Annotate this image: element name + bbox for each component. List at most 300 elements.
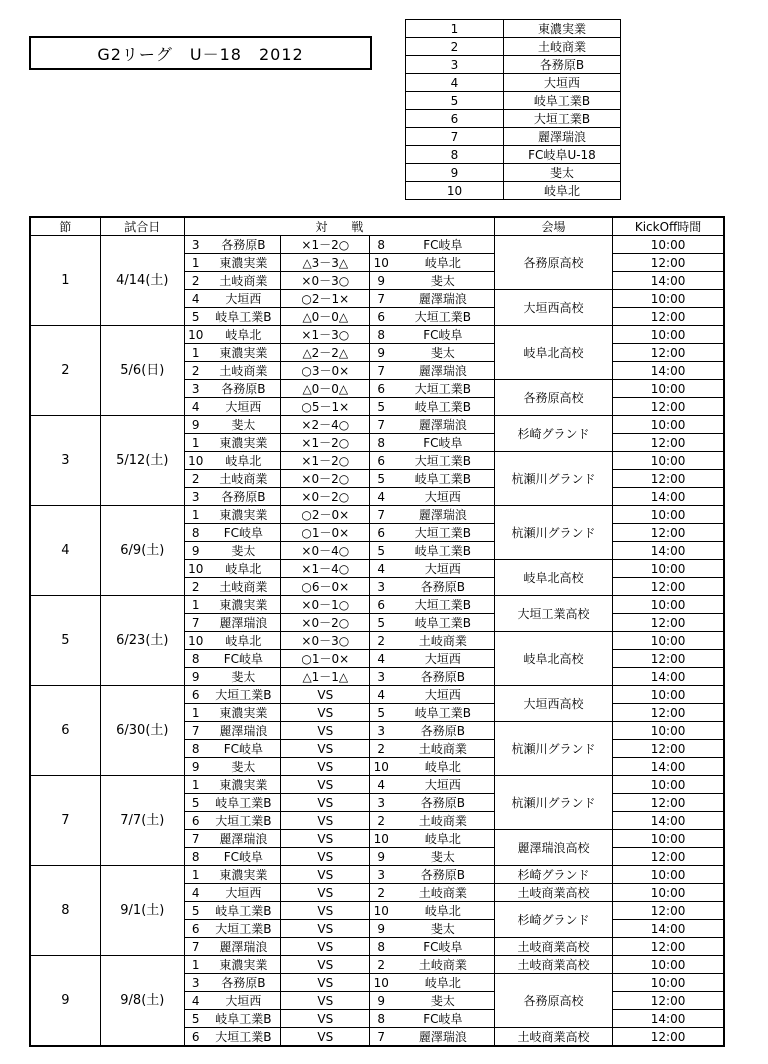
home-team: 東濃実業 <box>206 776 280 794</box>
away-team: 岐阜工業B <box>392 542 494 560</box>
kickoff-time: 10:00 <box>613 884 724 902</box>
away-team: FC岐阜 <box>392 1010 494 1028</box>
kickoff-time: 12:00 <box>613 992 724 1010</box>
home-number: 10 <box>184 560 206 578</box>
match-result: ×1－4○ <box>281 560 370 578</box>
match-result: ×0－1○ <box>281 596 370 614</box>
home-number: 5 <box>184 1010 206 1028</box>
kickoff-time: 12:00 <box>613 344 724 362</box>
match-result: ×0－4○ <box>281 542 370 560</box>
match-result: △0－0△ <box>281 308 370 326</box>
kickoff-time: 12:00 <box>613 740 724 758</box>
kickoff-time: 14:00 <box>613 1010 724 1028</box>
match-result: VS <box>281 884 370 902</box>
match-date: 4/14(土) <box>100 236 184 326</box>
kickoff-time: 10:00 <box>613 722 724 740</box>
round-number: 7 <box>30 776 100 866</box>
kickoff-time: 10:00 <box>613 326 724 344</box>
team-number: 7 <box>406 128 504 146</box>
kickoff-time: 12:00 <box>613 434 724 452</box>
kickoff-time: 12:00 <box>613 650 724 668</box>
home-number: 5 <box>184 308 206 326</box>
round-number: 3 <box>30 416 100 506</box>
kickoff-time: 10:00 <box>613 380 724 398</box>
header-venue: 会場 <box>494 217 612 236</box>
kickoff-time: 14:00 <box>613 272 724 290</box>
home-number: 6 <box>184 686 206 704</box>
home-number: 4 <box>184 398 206 416</box>
home-team: 大垣工業B <box>206 686 280 704</box>
match-row <box>30 416 724 434</box>
team-row <box>406 146 621 164</box>
home-number: 9 <box>184 668 206 686</box>
home-team: 東濃実業 <box>206 506 280 524</box>
home-number: 8 <box>184 848 206 866</box>
kickoff-time: 12:00 <box>613 524 724 542</box>
match-row <box>30 956 724 974</box>
away-team: 各務原B <box>392 722 494 740</box>
away-number: 10 <box>370 902 392 920</box>
home-number: 5 <box>184 794 206 812</box>
away-team: 土岐商業 <box>392 884 494 902</box>
team-number: 5 <box>406 92 504 110</box>
away-number: 7 <box>370 1028 392 1047</box>
home-team: 岐阜工業B <box>206 902 280 920</box>
home-team: 岐阜工業B <box>206 794 280 812</box>
home-team: FC岐阜 <box>206 740 280 758</box>
team-number: 4 <box>406 74 504 92</box>
away-number: 9 <box>370 848 392 866</box>
kickoff-time: 10:00 <box>613 776 724 794</box>
away-team: 岐阜工業B <box>392 704 494 722</box>
match-result: ×1－2○ <box>281 452 370 470</box>
match-date: 9/1(土) <box>100 866 184 956</box>
kickoff-time: 10:00 <box>613 956 724 974</box>
match-result: VS <box>281 1028 370 1047</box>
match-result: ×0－2○ <box>281 614 370 632</box>
header-match: 対 戦 <box>184 217 494 236</box>
away-number: 6 <box>370 596 392 614</box>
away-team: 大垣工業B <box>392 524 494 542</box>
away-number: 2 <box>370 632 392 650</box>
venue: 土岐商業高校 <box>494 1028 612 1047</box>
venue: 岐阜北高校 <box>494 326 612 380</box>
kickoff-time: 14:00 <box>613 488 724 506</box>
team-row <box>406 56 621 74</box>
kickoff-time: 14:00 <box>613 362 724 380</box>
match-result: VS <box>281 902 370 920</box>
kickoff-time: 12:00 <box>613 1028 724 1047</box>
venue: 各務原高校 <box>494 236 612 290</box>
venue: 土岐商業高校 <box>494 956 612 974</box>
home-number: 3 <box>184 236 206 254</box>
team-number: 6 <box>406 110 504 128</box>
match-date: 9/8(土) <box>100 956 184 1047</box>
away-team: 大垣西 <box>392 488 494 506</box>
venue: 岐阜北高校 <box>494 632 612 686</box>
kickoff-time: 14:00 <box>613 542 724 560</box>
away-number: 9 <box>370 344 392 362</box>
match-row <box>30 686 724 704</box>
home-number: 1 <box>184 866 206 884</box>
home-number: 5 <box>184 902 206 920</box>
away-number: 3 <box>370 722 392 740</box>
home-team: 斐太 <box>206 758 280 776</box>
match-result: ×0－2○ <box>281 488 370 506</box>
match-result: VS <box>281 848 370 866</box>
round-number: 8 <box>30 866 100 956</box>
away-team: 斐太 <box>392 344 494 362</box>
team-row <box>406 128 621 146</box>
away-number: 6 <box>370 452 392 470</box>
away-number: 9 <box>370 272 392 290</box>
round-number: 6 <box>30 686 100 776</box>
away-number: 3 <box>370 866 392 884</box>
team-name: 大垣工業B <box>504 110 621 128</box>
venue: 大垣西高校 <box>494 686 612 722</box>
home-team: 大垣工業B <box>206 1028 280 1047</box>
home-number: 1 <box>184 344 206 362</box>
away-team: 大垣工業B <box>392 380 494 398</box>
match-result: VS <box>281 920 370 938</box>
away-team: 岐阜北 <box>392 254 494 272</box>
match-date: 7/7(土) <box>100 776 184 866</box>
venue: 土岐商業高校 <box>494 938 612 956</box>
kickoff-time: 12:00 <box>613 470 724 488</box>
home-number: 8 <box>184 740 206 758</box>
match-row <box>30 506 724 524</box>
home-number: 2 <box>184 578 206 596</box>
venue: 杭瀬川グランド <box>494 776 612 830</box>
home-team: 東濃実業 <box>206 254 280 272</box>
away-team: 大垣工業B <box>392 596 494 614</box>
away-number: 3 <box>370 794 392 812</box>
home-number: 7 <box>184 722 206 740</box>
team-name: 岐阜北 <box>504 182 621 200</box>
away-number: 6 <box>370 308 392 326</box>
away-team: 麗澤瑞浪 <box>392 506 494 524</box>
home-team: 斐太 <box>206 668 280 686</box>
team-name: 各務原B <box>504 56 621 74</box>
away-team: 麗澤瑞浪 <box>392 1028 494 1047</box>
home-number: 1 <box>184 434 206 452</box>
round-number: 9 <box>30 956 100 1047</box>
team-number: 8 <box>406 146 504 164</box>
away-team: 斐太 <box>392 848 494 866</box>
away-team: FC岐阜 <box>392 236 494 254</box>
kickoff-time: 12:00 <box>613 848 724 866</box>
away-team: 岐阜北 <box>392 902 494 920</box>
home-team: 東濃実業 <box>206 704 280 722</box>
team-name: 東濃実業 <box>504 20 621 38</box>
match-row <box>30 596 724 614</box>
team-number: 9 <box>406 164 504 182</box>
away-team: 各務原B <box>392 668 494 686</box>
home-number: 4 <box>184 290 206 308</box>
kickoff-time: 10:00 <box>613 974 724 992</box>
match-result: ○5－1× <box>281 398 370 416</box>
match-date: 6/9(土) <box>100 506 184 596</box>
away-team: 岐阜北 <box>392 830 494 848</box>
header-round: 節 <box>30 217 100 236</box>
home-team: 麗澤瑞浪 <box>206 614 280 632</box>
venue: 杭瀬川グランド <box>494 506 612 560</box>
kickoff-time: 14:00 <box>613 812 724 830</box>
match-result: ×1－3○ <box>281 326 370 344</box>
team-name: 麗澤瑞浪 <box>504 128 621 146</box>
kickoff-time: 12:00 <box>613 308 724 326</box>
home-team: 土岐商業 <box>206 362 280 380</box>
home-number: 2 <box>184 470 206 488</box>
away-number: 8 <box>370 326 392 344</box>
team-row <box>406 164 621 182</box>
away-team: 麗澤瑞浪 <box>392 362 494 380</box>
home-number: 2 <box>184 362 206 380</box>
home-number: 7 <box>184 830 206 848</box>
home-number: 7 <box>184 614 206 632</box>
away-team: 岐阜北 <box>392 974 494 992</box>
away-number: 4 <box>370 686 392 704</box>
home-number: 1 <box>184 956 206 974</box>
away-number: 5 <box>370 470 392 488</box>
away-team: 斐太 <box>392 920 494 938</box>
match-result: ×1－2○ <box>281 236 370 254</box>
kickoff-time: 12:00 <box>613 398 724 416</box>
home-number: 9 <box>184 416 206 434</box>
venue: 杉崎グランド <box>494 866 612 884</box>
home-team: 麗澤瑞浪 <box>206 722 280 740</box>
kickoff-time: 10:00 <box>613 686 724 704</box>
home-team: 大垣西 <box>206 884 280 902</box>
match-date: 5/6(日) <box>100 326 184 416</box>
home-team: 土岐商業 <box>206 272 280 290</box>
home-team: 大垣西 <box>206 992 280 1010</box>
team-number: 1 <box>406 20 504 38</box>
away-number: 2 <box>370 812 392 830</box>
away-number: 7 <box>370 416 392 434</box>
away-team: 各務原B <box>392 578 494 596</box>
away-number: 2 <box>370 740 392 758</box>
kickoff-time: 10:00 <box>613 506 724 524</box>
venue: 杭瀬川グランド <box>494 722 612 776</box>
match-result: △1－1△ <box>281 668 370 686</box>
match-result: VS <box>281 956 370 974</box>
venue: 大垣西高校 <box>494 290 612 326</box>
home-team: 麗澤瑞浪 <box>206 938 280 956</box>
match-row <box>30 776 724 794</box>
kickoff-time: 10:00 <box>613 452 724 470</box>
away-number: 5 <box>370 542 392 560</box>
team-number: 2 <box>406 38 504 56</box>
match-result: VS <box>281 938 370 956</box>
home-number: 3 <box>184 974 206 992</box>
home-team: 東濃実業 <box>206 866 280 884</box>
venue: 各務原高校 <box>494 380 612 416</box>
away-number: 10 <box>370 254 392 272</box>
home-team: FC岐阜 <box>206 524 280 542</box>
match-result: ×0－3○ <box>281 632 370 650</box>
match-result: VS <box>281 686 370 704</box>
venue: 杉崎グランド <box>494 416 612 452</box>
team-row <box>406 38 621 56</box>
match-result: VS <box>281 866 370 884</box>
round-number: 5 <box>30 596 100 686</box>
kickoff-time: 14:00 <box>613 920 724 938</box>
away-number: 8 <box>370 434 392 452</box>
away-team: 大垣西 <box>392 776 494 794</box>
kickoff-time: 10:00 <box>613 236 724 254</box>
away-number: 7 <box>370 506 392 524</box>
kickoff-time: 12:00 <box>613 704 724 722</box>
match-result: △0－0△ <box>281 380 370 398</box>
team-row <box>406 182 621 200</box>
home-team: 東濃実業 <box>206 956 280 974</box>
kickoff-time: 10:00 <box>613 632 724 650</box>
away-number: 2 <box>370 956 392 974</box>
away-number: 6 <box>370 380 392 398</box>
match-result: △2－2△ <box>281 344 370 362</box>
away-team: 大垣西 <box>392 560 494 578</box>
away-number: 8 <box>370 938 392 956</box>
away-number: 3 <box>370 668 392 686</box>
match-result: ○1－0× <box>281 524 370 542</box>
kickoff-time: 14:00 <box>613 668 724 686</box>
away-number: 5 <box>370 704 392 722</box>
team-name: 大垣西 <box>504 74 621 92</box>
team-name: 斐太 <box>504 164 621 182</box>
home-number: 1 <box>184 596 206 614</box>
match-result: VS <box>281 776 370 794</box>
kickoff-time: 12:00 <box>613 254 724 272</box>
home-number: 10 <box>184 632 206 650</box>
away-number: 5 <box>370 614 392 632</box>
away-number: 8 <box>370 1010 392 1028</box>
away-number: 8 <box>370 236 392 254</box>
home-number: 10 <box>184 452 206 470</box>
away-team: 岐阜北 <box>392 758 494 776</box>
venue: 麗澤瑞浪高校 <box>494 830 612 866</box>
schedule-header-row <box>30 217 724 236</box>
home-number: 1 <box>184 254 206 272</box>
home-number: 9 <box>184 542 206 560</box>
home-team: 東濃実業 <box>206 596 280 614</box>
home-number: 9 <box>184 758 206 776</box>
team-name: 岐阜工業B <box>504 92 621 110</box>
match-result: VS <box>281 722 370 740</box>
away-team: 斐太 <box>392 992 494 1010</box>
home-team: 大垣工業B <box>206 812 280 830</box>
page-title: G2リーグ U－18 2012 <box>29 36 372 70</box>
team-name: FC岐阜U-18 <box>504 146 621 164</box>
match-row <box>30 866 724 884</box>
match-date: 5/12(土) <box>100 416 184 506</box>
home-number: 3 <box>184 380 206 398</box>
venue: 杭瀬川グランド <box>494 452 612 506</box>
kickoff-time: 10:00 <box>613 560 724 578</box>
team-name: 土岐商業 <box>504 38 621 56</box>
kickoff-time: 12:00 <box>613 614 724 632</box>
home-number: 1 <box>184 776 206 794</box>
away-team: 大垣西 <box>392 650 494 668</box>
home-number: 1 <box>184 506 206 524</box>
kickoff-time: 14:00 <box>613 758 724 776</box>
away-team: 岐阜工業B <box>392 398 494 416</box>
match-result: VS <box>281 704 370 722</box>
team-row <box>406 20 621 38</box>
home-team: 大垣西 <box>206 398 280 416</box>
home-team: 岐阜北 <box>206 452 280 470</box>
away-team: 各務原B <box>392 866 494 884</box>
away-team: 岐阜工業B <box>392 470 494 488</box>
home-team: 斐太 <box>206 416 280 434</box>
home-team: 土岐商業 <box>206 578 280 596</box>
away-number: 7 <box>370 362 392 380</box>
kickoff-time: 12:00 <box>613 794 724 812</box>
home-team: 岐阜北 <box>206 326 280 344</box>
match-result: VS <box>281 740 370 758</box>
away-team: FC岐阜 <box>392 434 494 452</box>
home-number: 4 <box>184 884 206 902</box>
round-number: 1 <box>30 236 100 326</box>
match-result: VS <box>281 794 370 812</box>
match-row <box>30 326 724 344</box>
away-team: 土岐商業 <box>392 632 494 650</box>
away-number: 10 <box>370 758 392 776</box>
away-number: 10 <box>370 830 392 848</box>
match-result: ○6－0× <box>281 578 370 596</box>
match-result: ○1－0× <box>281 650 370 668</box>
away-team: 斐太 <box>392 272 494 290</box>
home-number: 3 <box>184 488 206 506</box>
home-team: 東濃実業 <box>206 434 280 452</box>
away-number: 2 <box>370 884 392 902</box>
away-number: 4 <box>370 650 392 668</box>
home-team: 各務原B <box>206 488 280 506</box>
match-result: VS <box>281 992 370 1010</box>
kickoff-time: 10:00 <box>613 830 724 848</box>
away-number: 9 <box>370 920 392 938</box>
away-team: 各務原B <box>392 794 494 812</box>
away-number: 7 <box>370 290 392 308</box>
home-team: 岐阜工業B <box>206 308 280 326</box>
team-row <box>406 92 621 110</box>
match-result: ○3－0× <box>281 362 370 380</box>
home-number: 4 <box>184 992 206 1010</box>
home-team: 岐阜工業B <box>206 1010 280 1028</box>
home-number: 1 <box>184 704 206 722</box>
home-team: FC岐阜 <box>206 848 280 866</box>
home-team: 岐阜北 <box>206 560 280 578</box>
home-number: 2 <box>184 272 206 290</box>
away-team: FC岐阜 <box>392 326 494 344</box>
away-number: 9 <box>370 992 392 1010</box>
match-result: ○2－1× <box>281 290 370 308</box>
match-result: ×0－2○ <box>281 470 370 488</box>
team-list <box>405 19 621 200</box>
away-team: 大垣西 <box>392 686 494 704</box>
match-result: ×0－3○ <box>281 272 370 290</box>
away-team: 土岐商業 <box>392 956 494 974</box>
venue: 杉崎グランド <box>494 902 612 938</box>
home-team: 大垣西 <box>206 290 280 308</box>
away-team: 麗澤瑞浪 <box>392 416 494 434</box>
home-team: 岐阜北 <box>206 632 280 650</box>
kickoff-time: 10:00 <box>613 290 724 308</box>
match-result: VS <box>281 974 370 992</box>
match-date: 6/30(土) <box>100 686 184 776</box>
match-result: VS <box>281 830 370 848</box>
away-number: 4 <box>370 776 392 794</box>
